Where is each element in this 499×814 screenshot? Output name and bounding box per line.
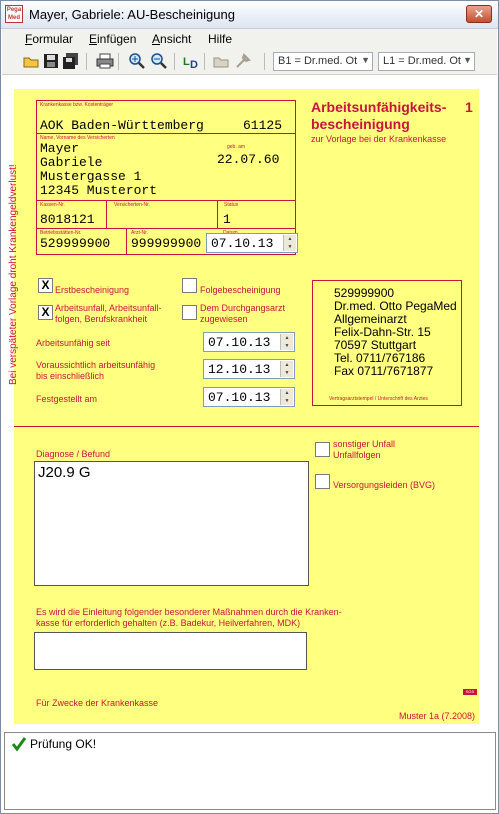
toolbar-separator — [204, 53, 205, 70]
status-message: Prüfung OK! — [30, 737, 97, 751]
chevron-down-icon: ▼ — [463, 55, 472, 65]
erst-checkbox[interactable]: X — [38, 278, 53, 293]
arzt-label: Arzt-Nr. — [131, 230, 148, 236]
spinner-icon[interactable]: ▲ ▼ — [280, 334, 293, 350]
close-button[interactable]: ✕ — [466, 5, 492, 23]
durchgang-checkbox[interactable] — [182, 305, 197, 320]
massnahmen-label: Es wird die Einleitung folgender besonderer Maßnahmen durch die Kranken- kasse für erforderlich gehalten (z.B. Badekur, Heilverfahren, MDK) — [36, 607, 342, 628]
doctor-combo-2-value: L1 = Dr.med. Ot — [383, 55, 461, 67]
kassen-label: Kassen-Nr. — [40, 202, 65, 208]
form-number: 1 — [465, 99, 473, 115]
arbeitsunfall-checkbox[interactable]: X — [38, 305, 53, 320]
durchgang-label: Dem Durchgangsarzt zugewiesen — [200, 303, 286, 324]
spinner-icon[interactable]: ▲ ▼ — [280, 361, 293, 377]
versorgung-checkbox[interactable] — [315, 474, 330, 489]
corner-mark: SGS — [463, 689, 477, 695]
diagnose-value: J20.9 G — [38, 464, 91, 481]
kassen-nr: 8018121 — [40, 212, 95, 227]
side-warning-text: Bei verspäteter Vorlage droht Krankengeldverlust! — [8, 164, 19, 385]
stamp-line: Fax 0711/7671877 — [334, 364, 434, 378]
stamp-line: 70597 Stuttgart — [334, 338, 417, 352]
check-icon — [11, 736, 27, 755]
city: 12345 Musterort — [40, 183, 158, 198]
spinner-icon[interactable]: ▲ ▼ — [280, 389, 293, 405]
spinner-icon[interactable]: ▲ ▼ — [283, 235, 296, 251]
au-form — [8, 89, 479, 724]
birth-date: 22.07.60 — [217, 152, 280, 167]
massnahmen-textarea[interactable] — [34, 632, 307, 670]
name-label: Name, Vorname des Versicherten — [40, 135, 115, 141]
stamp-caption: Vertragsarztstempel / Unterschrift des Arztes — [329, 396, 428, 402]
bs-nr: 529999900 — [40, 236, 111, 251]
menu-ansicht[interactable]: Ansicht — [152, 32, 192, 46]
arzt-nr: 999999900 — [131, 236, 202, 251]
stamp-line: Felix-Dahn-Str. 15 — [334, 325, 431, 339]
divider — [36, 228, 296, 229]
svg-text:D: D — [190, 59, 198, 70]
form-divider — [14, 426, 479, 427]
sonstiger-label: sonstiger Unfall Unfallfolgen — [333, 439, 396, 460]
au-seit-label: Arbeitsunfähig seit — [36, 338, 111, 348]
form-subtitle: zur Vorlage bei der Krankenkasse — [311, 134, 447, 144]
divider — [106, 200, 107, 228]
diagnose-label: Diagnose / Befund — [36, 449, 111, 459]
doctor-combo-1-value: B1 = Dr.med. Ot — [278, 55, 358, 67]
message-panel — [4, 732, 496, 810]
versicherten-label: Versicherten-Nr. — [114, 202, 150, 208]
menu-hilfe[interactable]: Hilfe — [208, 32, 233, 46]
app-icon-text-bottom: Med — [8, 15, 20, 21]
toolbar-separator — [118, 53, 119, 70]
app-logo-icon — [5, 5, 23, 23]
toolbar — [2, 49, 497, 75]
folge-label: Folgebescheinigung — [200, 285, 281, 295]
tools-disabled-icon[interactable] — [234, 52, 252, 70]
zoom-out-icon[interactable] — [150, 52, 168, 70]
bis-value: 12.10.13 — [208, 362, 271, 377]
title-bar[interactable] — [1, 1, 498, 29]
first-name: Gabriele — [40, 155, 103, 170]
date-top-value: 07.10.13 — [211, 236, 274, 251]
bs-label: Betriebsstätten-Nr. — [40, 230, 82, 236]
versorgung-label: Versorgungsleiden (BVG) — [333, 480, 436, 490]
birth-label: geb. am — [227, 144, 246, 150]
insurance-label: Krankenkasse bzw. Kostenträger — [40, 102, 114, 108]
festgestellt-value: 07.10.13 — [208, 390, 271, 405]
svg-text:L: L — [183, 56, 190, 68]
au-seit-value: 07.10.13 — [208, 335, 271, 350]
doctor-stamp — [312, 280, 462, 406]
festgestellt-field[interactable] — [203, 387, 295, 407]
menu-bar — [2, 29, 497, 49]
print-icon[interactable] — [96, 52, 114, 70]
ld-icon[interactable] — [182, 52, 200, 70]
footer-right: Muster 1a (7.2008) — [399, 711, 476, 721]
chevron-down-icon: ▼ — [361, 55, 370, 65]
form-title-1: Arbeitsunfähigkeits- — [311, 99, 447, 115]
form-title-2: bescheinigung — [311, 116, 410, 132]
open-folder-icon[interactable] — [22, 52, 40, 70]
toolbar-separator — [174, 53, 175, 70]
erst-label: Erstbescheinigung — [55, 285, 130, 295]
festgestellt-label: Festgestellt am — [36, 394, 98, 404]
toolbar-separator — [264, 53, 265, 70]
date-top-field[interactable] — [206, 233, 298, 253]
arbeitsunfall-label: Arbeitsunfall, Arbeitsunfall- folgen, Berufskrankheit — [55, 303, 162, 324]
stamp-line: 529999900 — [334, 286, 395, 300]
sonstiger-checkbox[interactable] — [315, 442, 330, 457]
status-value: 1 — [223, 212, 231, 227]
doctor-combo-1[interactable] — [273, 52, 373, 71]
folder-disabled-icon[interactable] — [212, 52, 230, 70]
bis-field[interactable] — [203, 359, 295, 379]
divider — [126, 228, 127, 255]
insurance-value: AOK Baden-Württemberg — [40, 118, 204, 133]
divider — [36, 133, 296, 134]
doctor-combo-2[interactable] — [378, 52, 475, 71]
insurance-code: 61125 — [243, 118, 283, 133]
zoom-in-icon[interactable] — [128, 52, 146, 70]
folge-checkbox[interactable] — [182, 278, 197, 293]
au-seit-field[interactable] — [203, 332, 295, 352]
save-all-icon[interactable] — [62, 52, 80, 70]
divider — [217, 200, 218, 228]
menu-formular[interactable]: Formular — [25, 32, 74, 46]
stamp-line: Tel. 0711/767186 — [334, 351, 426, 365]
app-icon-text-top: Pega — [6, 7, 22, 13]
menu-einfuegen[interactable]: Einfügen — [89, 32, 137, 46]
street: Mustergasse 1 — [40, 169, 142, 184]
bis-label: Voraussichtlich arbeitsunfähig bis einschließlich — [36, 360, 156, 381]
status-label: Status — [224, 202, 239, 208]
last-name: Mayer — [40, 141, 80, 156]
stamp-line: Dr.med. Otto PegaMed — [334, 299, 457, 313]
toolbar-separator — [86, 53, 87, 70]
window-title: Mayer, Gabriele: AU-Bescheinigung — [29, 7, 235, 22]
diagnose-textarea[interactable] — [34, 461, 309, 586]
divider — [36, 200, 296, 201]
save-icon[interactable] — [42, 52, 60, 70]
footer-left: Für Zwecke der Krankenkasse — [36, 698, 159, 708]
stamp-line: Allgemeinarzt — [334, 312, 407, 326]
